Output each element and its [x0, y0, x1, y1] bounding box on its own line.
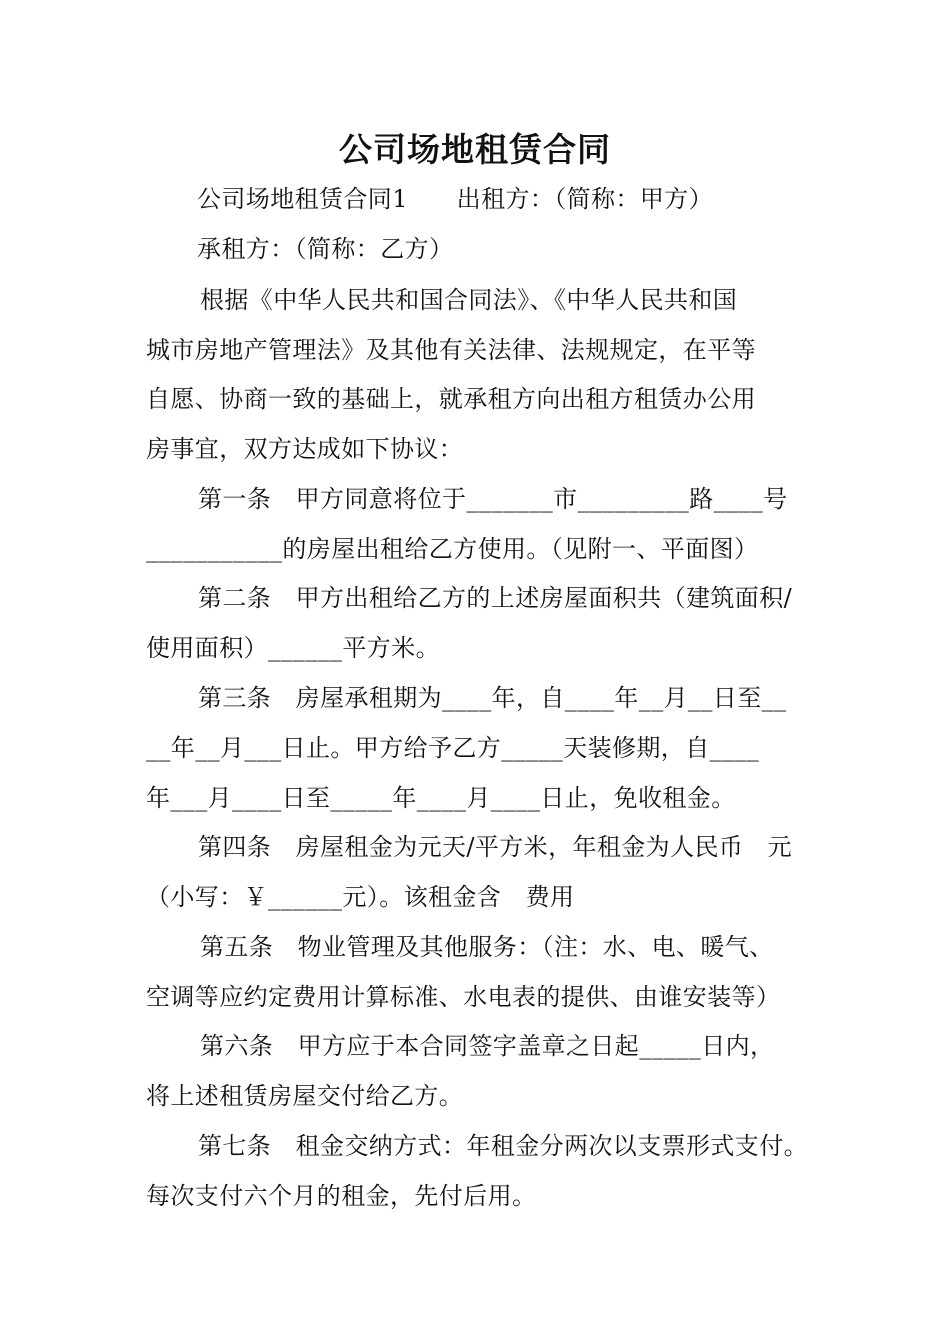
- article-3-line-2: __年__月___日止。甲方给予乙方_____天装修期，自____: [146, 734, 760, 762]
- article-1-line-1: 第一条 甲方同意将位于_______市_________路____号: [198, 485, 788, 513]
- document-title: 公司场地租赁合同: [339, 130, 611, 169]
- article-1-line-2: ___________的房屋出租给乙方使用。（见附一、平面图）: [146, 535, 759, 563]
- article-5-line-2: 空调等应约定费用计算标准、水电表的提供、由谁安装等）: [146, 983, 781, 1011]
- article-6-line-2: 将上述租赁房屋交付给乙方。: [146, 1082, 464, 1110]
- article-2-line-1: 第二条 甲方出租给乙方的上述房屋面积共（建筑面积/: [198, 584, 793, 612]
- article-7-line-1: 第七条 租金交纳方式：年租金分两次以支票形式支付。: [198, 1132, 808, 1160]
- article-3-line-1: 第三条 房屋承租期为____年，自____年__月__日至__: [198, 684, 787, 712]
- article-3-line-3: 年___月____日至_____年____月____日止，免收租金。: [146, 784, 736, 812]
- article-2-line-2: 使用面积）______平方米。: [146, 634, 440, 662]
- article-4-line-2: （小写：￥______元）。该租金含 费用: [146, 883, 575, 911]
- article-7-line-2: 每次支付六个月的租金，先付后用。: [146, 1182, 537, 1210]
- article-4-line-1: 第四条 房屋租金为元天/平方米，年租金为人民币 元: [198, 833, 793, 861]
- contract-header-line: 公司场地租赁合同1 出租方：（简称：甲方）: [197, 185, 714, 213]
- article-6-line-1: 第六条 甲方应于本合同签字盖章之日起_____日内，: [200, 1032, 775, 1060]
- preamble-line-4: 房事宜，双方达成如下协议：: [146, 435, 464, 463]
- preamble-line-1: 根据《中华人民共和国合同法》、《中华人民共和国: [200, 286, 738, 314]
- preamble-line-3: 自愿、协商一致的基础上，就承租方向出租方租赁办公用: [146, 385, 756, 413]
- article-5-line-1: 第五条 物业管理及其他服务：（注：水、电、暖气、: [200, 933, 774, 961]
- preamble-line-2: 城市房地产管理法》及其他有关法律、法规规定，在平等: [146, 336, 756, 364]
- lessee-line: 承租方：（简称：乙方）: [197, 235, 454, 263]
